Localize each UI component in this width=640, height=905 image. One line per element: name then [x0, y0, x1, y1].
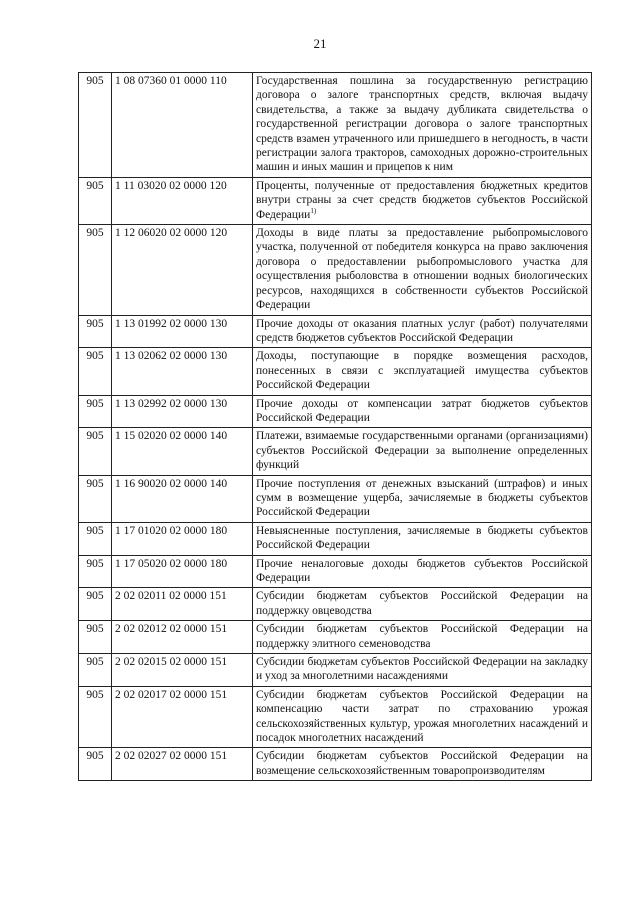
table-row: [79, 621, 592, 654]
admin-code-cell: 905: [79, 654, 112, 687]
table-row: [79, 522, 592, 555]
table-row: [79, 395, 592, 428]
table-row: [79, 588, 592, 621]
budget-code-cell: 1 17 01020 02 0000 180: [112, 522, 253, 555]
revenue-name-cell: Прочие доходы от компенсации затрат бюджетов субъектов Российской Федерации: [253, 395, 592, 428]
revenue-name-cell: Прочие неналоговые доходы бюджетов субъектов Российской Федерации: [253, 555, 592, 588]
admin-code-cell: 905: [79, 225, 112, 315]
budget-code-cell: 1 15 02020 02 0000 140: [112, 428, 253, 475]
budget-code-cell: 1 12 06020 02 0000 120: [112, 225, 253, 315]
table-row: [79, 555, 592, 588]
revenue-name-cell: Прочие поступления от денежных взысканий (штрафов) и иных сумм в возмещение ущерба, зачисляемые в бюджеты субъектов Российской Федерации: [253, 475, 592, 522]
admin-code-cell: 905: [79, 748, 112, 781]
table-row: [79, 686, 592, 748]
budget-code-cell: 2 02 02027 02 0000 151: [112, 748, 253, 781]
admin-code-cell: 905: [79, 395, 112, 428]
admin-code-cell: 905: [79, 428, 112, 475]
admin-code-cell: 905: [79, 522, 112, 555]
revenue-name-cell: Субсидии бюджетам субъектов Российской Федерации на поддержку элитного семеноводства: [253, 621, 592, 654]
table-row: [79, 654, 592, 687]
budget-code-cell: 2 02 02017 02 0000 151: [112, 686, 253, 748]
budget-code-cell: 1 16 90020 02 0000 140: [112, 475, 253, 522]
budget-code-cell: 2 02 02015 02 0000 151: [112, 654, 253, 687]
footnote-marker: 1): [310, 206, 317, 215]
revenue-name-cell: Субсидии бюджетам субъектов Российской Федерации на закладку и уход за многолетними насаждениями: [253, 654, 592, 687]
revenue-name-cell: Субсидии бюджетам субъектов Российской Федерации на компенсацию части затрат по страхованию урожая сельскохозяйственных культур, урожая многолетних насаждений и посадок многолетних насаждений: [253, 686, 592, 748]
revenue-name-cell: Государственная пошлина за государственную регистрацию договора о залоге транспортных средств, включая выдачу свидетельства, а также за выдачу дубликата свидетельства о государственной регистрации договора о залоге транспортных средств взамен утраченного или пришедшего в негодность, в части регистрации залога тракторов, самоходных дорожно-строительных машин и иных машин и прицепов к ним: [253, 73, 592, 178]
admin-code-cell: 905: [79, 686, 112, 748]
revenue-name-cell: Невыясненные поступления, зачисляемые в бюджеты субъектов Российской Федерации: [253, 522, 592, 555]
revenue-name-cell: Доходы в виде платы за предоставление рыбопромыслового участка, полученной от победителя конкурса на право заключения договора о предоставлении рыбопромыслового участка для осуществления рыболовства в отношении водных биологических ресурсов, находящихся в собственности субъектов Российской Федерации: [253, 225, 592, 315]
table-row: [79, 475, 592, 522]
table-row: [79, 428, 592, 475]
revenue-name-text: Проценты, полученные от предоставления бюджетных кредитов внутри страны за счет средств бюджетов субъектов Российской Федерации: [256, 179, 588, 221]
budget-code-cell: 1 13 02992 02 0000 130: [112, 395, 253, 428]
budget-code-cell: 1 13 02062 02 0000 130: [112, 348, 253, 395]
admin-code-cell: 905: [79, 555, 112, 588]
page-number: 21: [313, 36, 327, 51]
revenue-name-cell: Субсидии бюджетам субъектов Российской Федерации на возмещение сельскохозяйственным товаропроизводителям: [253, 748, 592, 781]
revenue-name-cell: Платежи, взимаемые государственными органами (организациями) субъектов Российской Федерации за выполнение определенных функций: [253, 428, 592, 475]
admin-code-cell: 905: [79, 475, 112, 522]
revenue-name-cell: Доходы, поступающие в порядке возмещения расходов, понесенных в связи с эксплуатацией имущества субъектов Российской Федерации: [253, 348, 592, 395]
budget-code-cell: 2 02 02012 02 0000 151: [112, 621, 253, 654]
revenue-name-cell: Субсидии бюджетам субъектов Российской Федерации на поддержку овцеводства: [253, 588, 592, 621]
budget-code-cell: 1 17 05020 02 0000 180: [112, 555, 253, 588]
table-row: [79, 73, 592, 178]
admin-code-cell: 905: [79, 621, 112, 654]
table-row: [79, 225, 592, 315]
budget-code-cell: 1 13 01992 02 0000 130: [112, 315, 253, 348]
budget-code-cell: 1 11 03020 02 0000 120: [112, 177, 253, 224]
table-row: [79, 748, 592, 781]
table-row: [79, 177, 592, 224]
budget-code-cell: 2 02 02011 02 0000 151: [112, 588, 253, 621]
admin-code-cell: 905: [79, 588, 112, 621]
admin-code-cell: 905: [79, 348, 112, 395]
revenue-name-cell: [253, 177, 592, 224]
admin-code-cell: 905: [79, 73, 112, 178]
admin-code-cell: 905: [79, 315, 112, 348]
admin-code-cell: 905: [79, 177, 112, 224]
table-row: [79, 315, 592, 348]
budget-revenue-table: [78, 72, 592, 781]
revenue-name-cell: Прочие доходы от оказания платных услуг (работ) получателями средств бюджетов субъектов Российской Федерации: [253, 315, 592, 348]
budget-code-cell: 1 08 07360 01 0000 110: [112, 73, 253, 178]
table-row: [79, 348, 592, 395]
